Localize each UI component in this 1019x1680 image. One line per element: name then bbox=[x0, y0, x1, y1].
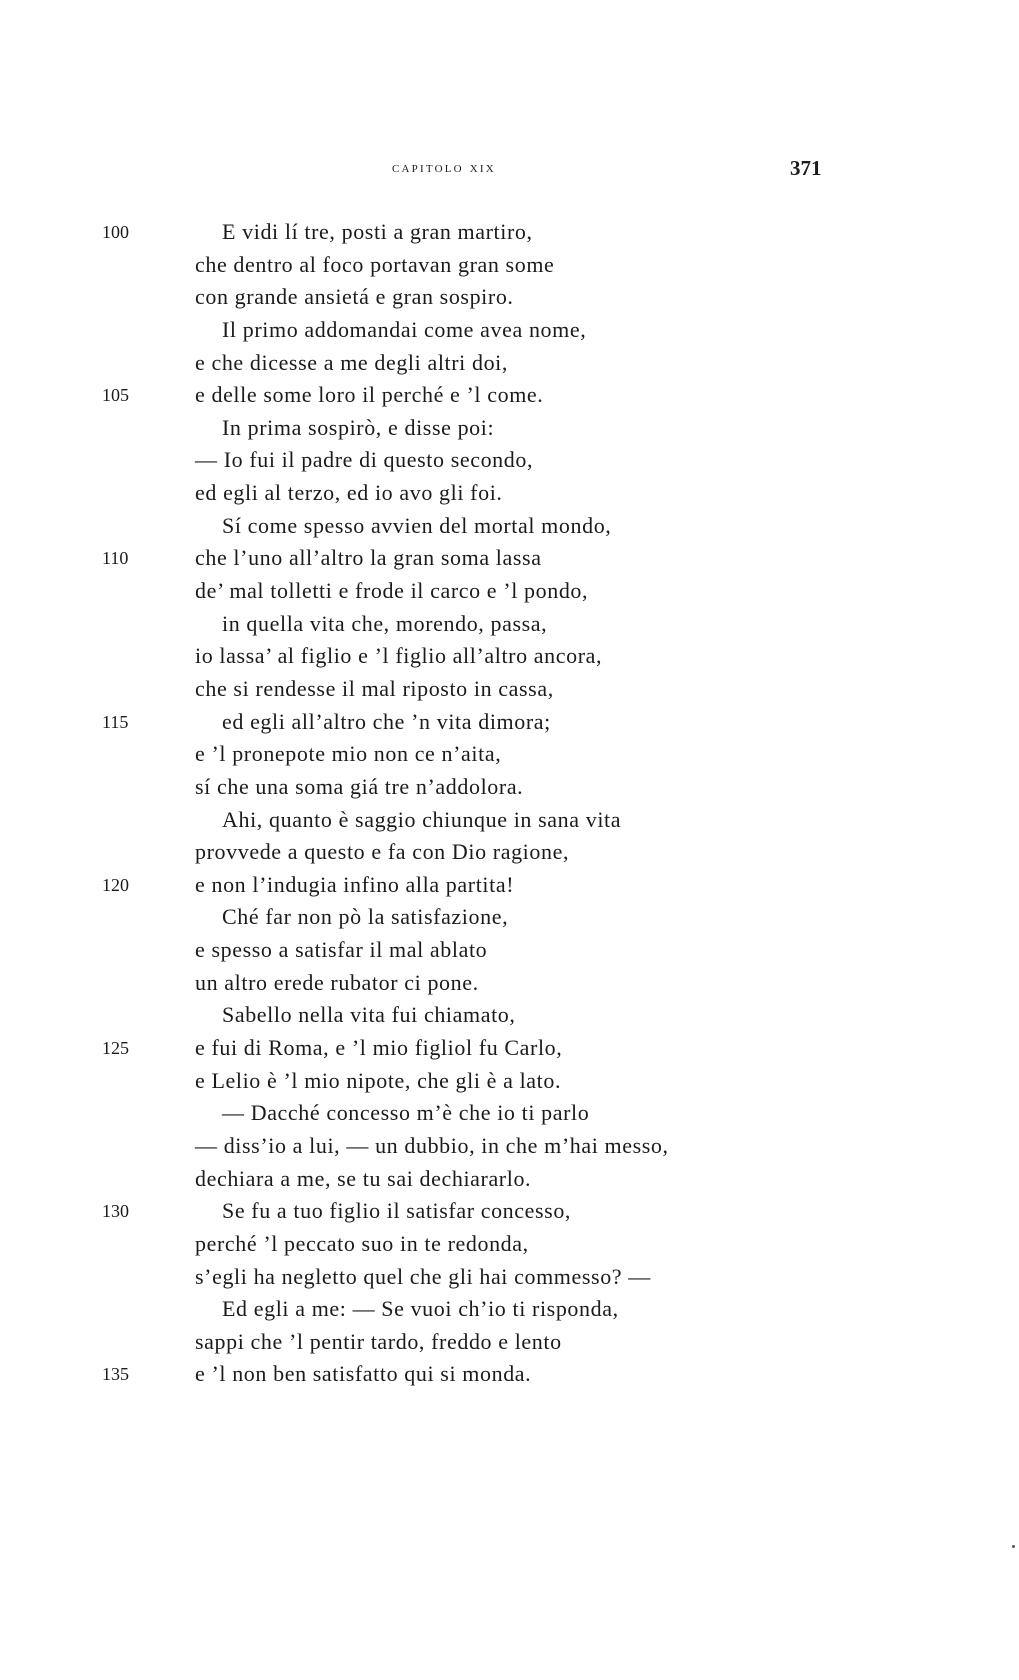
line-text: un altro erede rubator ci pone. bbox=[195, 969, 479, 995]
page-number: 371 bbox=[790, 156, 822, 180]
line-text: e non l’indugia infino alla partita! bbox=[195, 871, 515, 897]
verse-line bbox=[0, 673, 1019, 706]
line-text: perché ’l peccato suo in te redonda, bbox=[195, 1230, 529, 1256]
verse-line bbox=[0, 314, 1019, 347]
line-text: che l’uno all’altro la gran soma lassa bbox=[195, 545, 542, 571]
verse-line bbox=[0, 738, 1019, 771]
verse-line bbox=[0, 804, 1019, 837]
line-number: 120 bbox=[102, 874, 129, 895]
verse-line bbox=[0, 542, 1019, 575]
verse-line bbox=[0, 1228, 1019, 1261]
verse-line bbox=[0, 1097, 1019, 1130]
line-text: con grande ansietá e gran sospiro. bbox=[195, 284, 514, 310]
line-number: 100 bbox=[102, 222, 129, 242]
line-text: io lassa’ al figlio e ’l figlio all’altro ancora, bbox=[195, 643, 603, 669]
line-text: — Io fui il padre di questo secondo, bbox=[195, 447, 534, 473]
line-text: — Dacché concesso m’è che io ti parlo bbox=[222, 1100, 590, 1126]
verse-line bbox=[0, 1163, 1019, 1196]
chapter-title: capitolo xix bbox=[392, 160, 496, 176]
line-text: de’ mal tolletti e frode il carco e ’l pondo, bbox=[195, 578, 589, 604]
verse-line bbox=[0, 412, 1019, 445]
line-text: e Lelio è ’l mio nipote, che gli è a lato. bbox=[195, 1067, 562, 1093]
verse-line bbox=[0, 379, 1019, 412]
line-number: 115 bbox=[102, 711, 129, 732]
line-number: 130 bbox=[102, 1201, 129, 1222]
line-text: dechiara a me, se tu sai dechiararlo. bbox=[195, 1165, 532, 1191]
verse-line bbox=[0, 1358, 1019, 1391]
line-text: che dentro al foco portavan gran some bbox=[195, 251, 555, 277]
line-text: e fui di Roma, e ’l mio figliol fu Carlo, bbox=[195, 1035, 563, 1061]
verse-line bbox=[0, 771, 1019, 804]
line-text: e spesso a satisfar il mal ablato bbox=[195, 937, 488, 963]
line-text: e ’l pronepote mio non ce n’aita, bbox=[195, 741, 502, 767]
verse-line bbox=[0, 1195, 1019, 1228]
verse-line bbox=[0, 640, 1019, 673]
running-head bbox=[0, 156, 1019, 184]
line-text: In prima sospirò, e disse poi: bbox=[222, 414, 495, 440]
verse-line bbox=[0, 1261, 1019, 1294]
line-text: Ahi, quanto è saggio chiunque in sana vita bbox=[222, 806, 622, 832]
verse-line bbox=[0, 901, 1019, 934]
verse-line bbox=[0, 575, 1019, 608]
line-text: in quella vita che, morendo, passa, bbox=[222, 610, 548, 636]
verse-block bbox=[0, 216, 1019, 1391]
edge-speck bbox=[1012, 1545, 1015, 1548]
verse-line bbox=[0, 1326, 1019, 1359]
line-text: e ’l non ben satisfatto qui si monda. bbox=[195, 1361, 532, 1387]
line-number: 110 bbox=[102, 548, 129, 569]
line-text: — diss’io a lui, — un dubbio, in che m’hai messo, bbox=[195, 1132, 669, 1158]
line-text: Ed egli a me: — Se vuoi ch’io ti risponda, bbox=[222, 1296, 619, 1322]
verse-line bbox=[0, 249, 1019, 282]
line-text: ed egli all’altro che ’n vita dimora; bbox=[222, 708, 551, 734]
line-number: 105 bbox=[102, 385, 129, 406]
line-text: E vidi lí tre, posti a gran martiro, bbox=[222, 219, 533, 244]
line-text: s’egli ha negletto quel che gli hai commesso? — bbox=[195, 1263, 651, 1289]
verse-line bbox=[0, 216, 1019, 249]
line-text: Sí come spesso avvien del mortal mondo, bbox=[222, 512, 612, 538]
verse-line bbox=[0, 608, 1019, 641]
line-text: e delle some loro il perché e ’l come. bbox=[195, 382, 544, 408]
verse-line bbox=[0, 836, 1019, 869]
line-text: Il primo addomandai come avea nome, bbox=[222, 316, 587, 342]
line-number: 125 bbox=[102, 1038, 129, 1059]
verse-line bbox=[0, 999, 1019, 1032]
verse-line bbox=[0, 967, 1019, 1000]
verse-line bbox=[0, 934, 1019, 967]
line-text: Ché far non pò la satisfazione, bbox=[222, 904, 509, 930]
verse-line bbox=[0, 869, 1019, 902]
verse-line bbox=[0, 1130, 1019, 1163]
line-text: sappi che ’l pentir tardo, freddo e lento bbox=[195, 1328, 562, 1354]
verse-line bbox=[0, 477, 1019, 510]
line-text: e che dicesse a me degli altri doi, bbox=[195, 349, 508, 375]
verse-line bbox=[0, 1065, 1019, 1098]
verse-line bbox=[0, 444, 1019, 477]
verse-line bbox=[0, 706, 1019, 739]
verse-line bbox=[0, 281, 1019, 314]
line-text: ed egli al terzo, ed io avo gli foi. bbox=[195, 480, 503, 506]
line-text: provvede a questo e fa con Dio ragione, bbox=[195, 839, 570, 865]
line-text: Se fu a tuo figlio il satisfar concesso, bbox=[222, 1198, 572, 1224]
verse-line bbox=[0, 347, 1019, 380]
verse-line bbox=[0, 510, 1019, 543]
verse-line bbox=[0, 1293, 1019, 1326]
line-text: Sabello nella vita fui chiamato, bbox=[222, 1002, 516, 1028]
line-number: 135 bbox=[102, 1364, 129, 1385]
line-text: che si rendesse il mal riposto in cassa, bbox=[195, 675, 554, 701]
verse-line bbox=[0, 1032, 1019, 1065]
line-text: sí che una soma giá tre n’addolora. bbox=[195, 773, 524, 799]
